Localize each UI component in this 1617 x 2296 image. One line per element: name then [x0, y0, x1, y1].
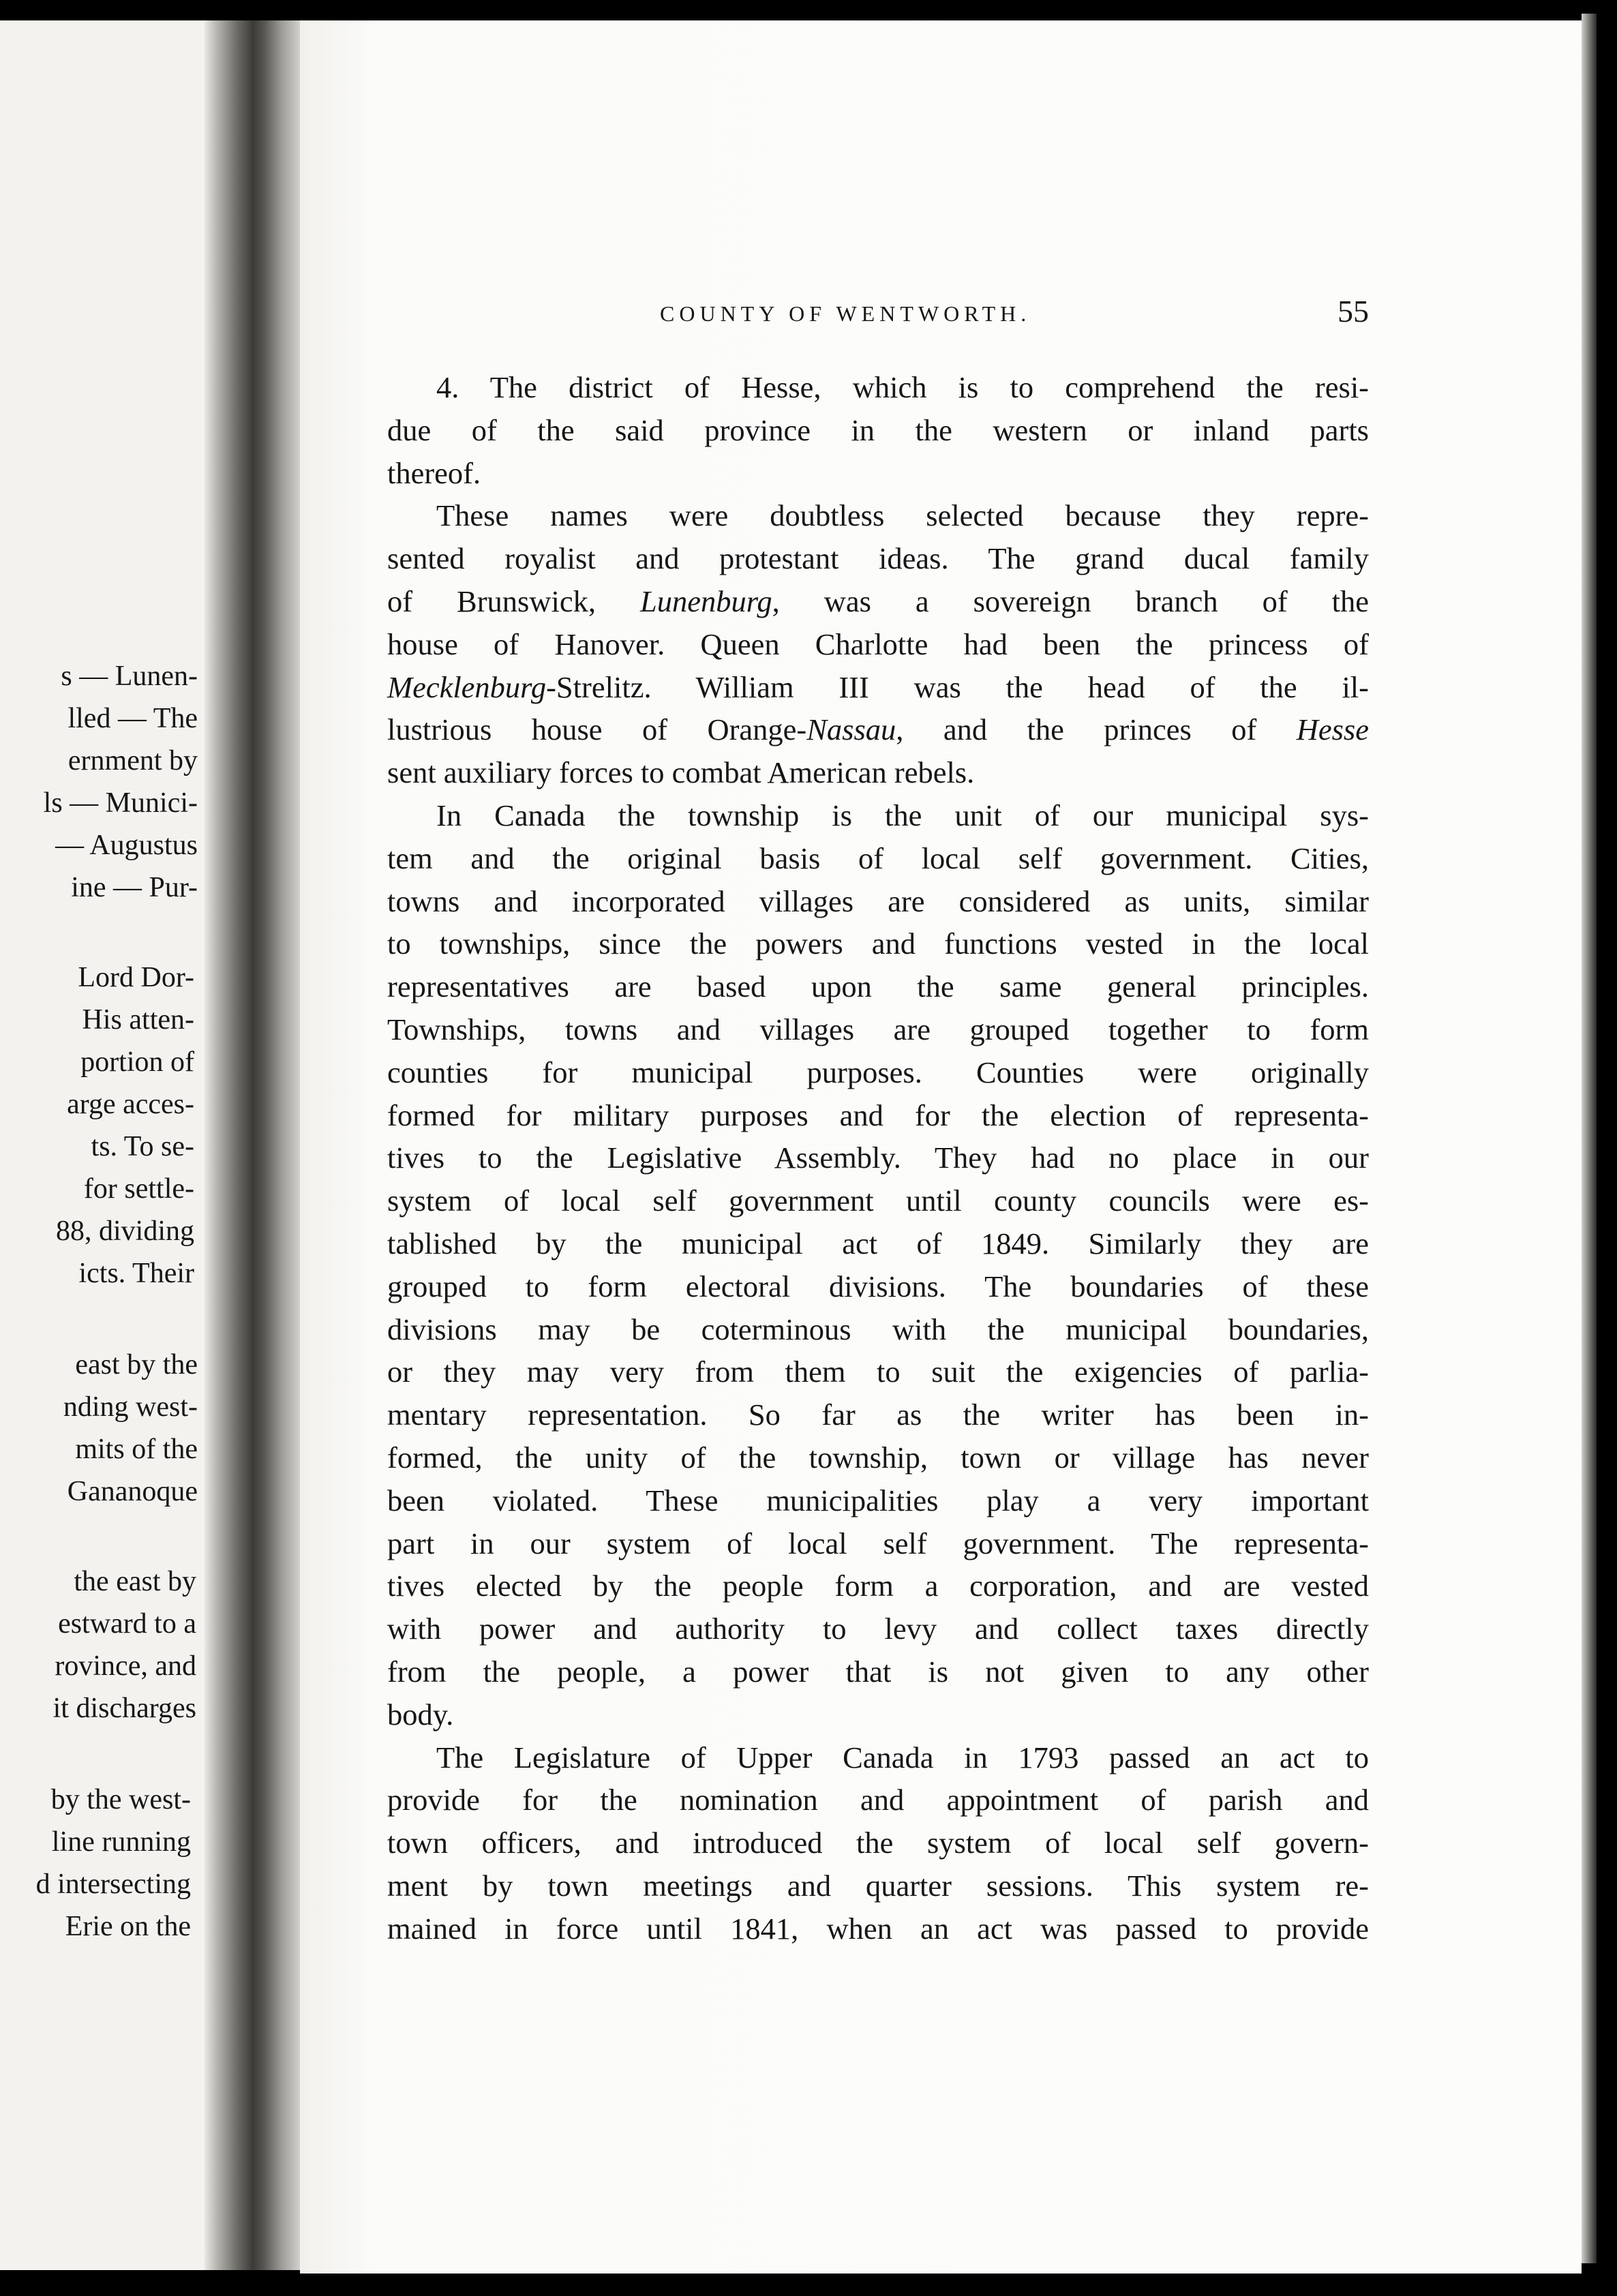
- text-line: tives to the Legislative Assembly. They had no place in our: [387, 1141, 1369, 1175]
- left-page-line: Erie on the: [65, 1911, 191, 1942]
- left-page-line: His atten-: [82, 1004, 194, 1036]
- left-page-line: 88, dividing: [55, 1215, 194, 1247]
- left-page-line: it discharges: [52, 1693, 196, 1724]
- text-line: Mecklenburg-Strelitz. William III was the head of the il-: [387, 670, 1369, 704]
- running-head: COUNTY OF WENTWORTH.: [660, 301, 1031, 326]
- text-line: house of Hanover. Queen Charlotte had been the princess of: [387, 627, 1369, 661]
- left-page-line: d intersecting: [35, 1869, 191, 1900]
- left-page-line: ine — Pur-: [71, 872, 198, 903]
- left-page-line: ernment by: [67, 745, 198, 776]
- left-page-line: s — Lunen-: [61, 661, 198, 692]
- text-line: system of local self government until county councils were es-: [387, 1183, 1369, 1218]
- left-page-line: east by the: [75, 1349, 198, 1380]
- left-page-line: ls — Munici-: [43, 787, 198, 819]
- left-page-line: lled — The: [67, 703, 198, 734]
- text-line: tablished by the municipal act of 1849. Similarly they are: [387, 1226, 1369, 1260]
- text-line: from the people, a power that is not given to any other: [387, 1655, 1369, 1689]
- left-page-line: — Augustus: [55, 830, 198, 861]
- text-line: mentary representation. So far as the writer has been in-: [387, 1398, 1369, 1432]
- text-line: These names were doubtless selected because they repre-: [436, 498, 1369, 532]
- text-line: In Canada the township is the unit of our municipal sys-: [436, 798, 1369, 832]
- text-line: or they may very from them to suit the exigencies of parlia-: [387, 1355, 1369, 1389]
- text-line: towns and incorporated villages are considered as units, similar: [387, 884, 1369, 918]
- text-line: tem and the original basis of local self government. Cities,: [387, 841, 1369, 875]
- text-line: provide for the nomination and appointment of parish and: [387, 1783, 1369, 1817]
- page-number: 55: [1338, 294, 1369, 329]
- page-header: [387, 293, 1369, 334]
- text-line: part in our system of local self government. The representa-: [387, 1526, 1369, 1560]
- left-page-line: by the west-: [50, 1784, 191, 1815]
- text-line: sent auxiliary forces to combat American rebels.: [387, 755, 975, 789]
- left-page-line: Lord Dor-: [78, 962, 194, 993]
- text-line: mained in force until 1841, when an act was passed to provide: [387, 1912, 1369, 1946]
- text-line: with power and authority to levy and collect taxes directly: [387, 1612, 1369, 1646]
- text-line: grouped to form electoral divisions. The boundaries of these: [387, 1269, 1369, 1303]
- text-line: The Legislature of Upper Canada in 1793 passed an act to: [436, 1740, 1369, 1774]
- text-line: body.: [387, 1697, 454, 1732]
- page-edge: [1582, 14, 1597, 2263]
- text-line: formed, the unity of the township, town or village has never: [387, 1440, 1369, 1475]
- left-facing-page: [0, 20, 232, 2270]
- text-line: ment by town meetings and quarter sessions. This system re-: [387, 1869, 1369, 1903]
- text-line: 4. The district of Hesse, which is to comprehend the resi-: [436, 370, 1369, 404]
- text-line: town officers, and introduced the system of local self govern-: [387, 1826, 1369, 1860]
- left-page-line: portion of: [80, 1046, 194, 1078]
- text-line: counties for municipal purposes. Counties were originally: [387, 1055, 1369, 1089]
- left-page-line: for settle-: [83, 1173, 194, 1205]
- left-page-line: estward to a: [58, 1608, 196, 1640]
- text-line: lustrious house of Orange-Nassau, and the princes of Hesse: [387, 712, 1369, 746]
- text-line: sented royalist and protestant ideas. The grand ducal family: [387, 541, 1369, 575]
- text-line: Townships, towns and villages are grouped together to form: [387, 1012, 1369, 1046]
- left-page-line: ts. To se-: [91, 1131, 194, 1162]
- text-line: divisions may be coterminous with the municipal boundaries,: [387, 1312, 1369, 1346]
- left-page-line: icts. Their: [78, 1258, 194, 1289]
- text-line: representatives are based upon the same general principles.: [387, 969, 1369, 1003]
- text-line: thereof.: [387, 456, 481, 490]
- text-line: due of the said province in the western or inland parts: [387, 413, 1369, 447]
- left-page-line: Gananoque: [67, 1476, 198, 1507]
- left-page-line: rovince, and: [55, 1650, 196, 1682]
- left-page-line: line running: [51, 1826, 191, 1858]
- left-page-line: the east by: [74, 1566, 196, 1597]
- text-line: to townships, since the powers and functions vested in the local: [387, 926, 1369, 961]
- text-line: formed for military purposes and for the election of representa-: [387, 1098, 1369, 1132]
- left-page-line: arge acces-: [67, 1089, 194, 1120]
- text-line: tives elected by the people form a corporation, and are vested: [387, 1569, 1369, 1603]
- left-page-line: nding west-: [63, 1391, 198, 1423]
- text-line: of Brunswick, Lunenburg, was a sovereign branch of the: [387, 584, 1370, 618]
- text-line: been violated. These municipalities play a very important: [387, 1483, 1369, 1517]
- left-page-line: mits of the: [75, 1434, 198, 1465]
